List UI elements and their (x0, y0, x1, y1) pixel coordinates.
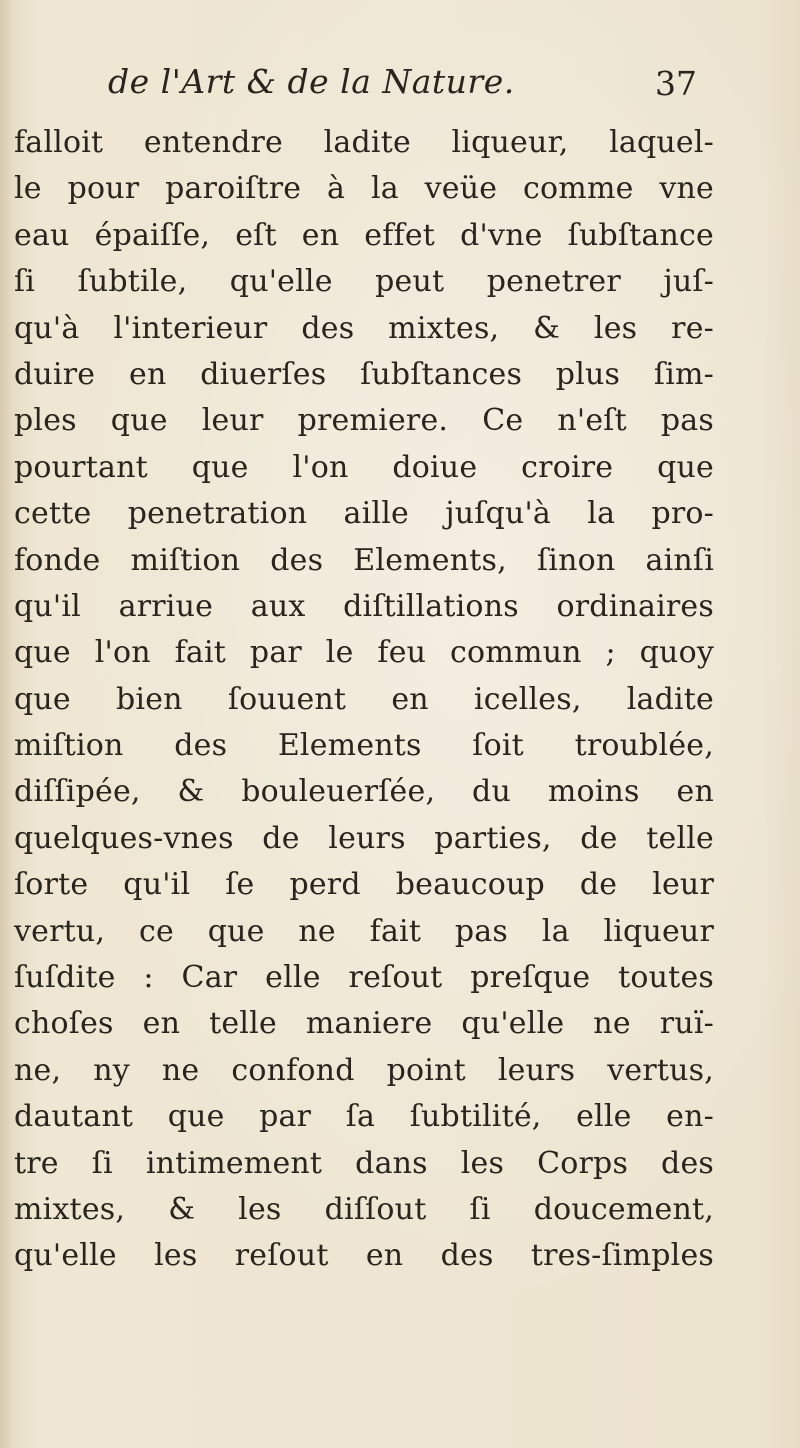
text-line: tre ſi intimement dans les Corps des (14, 1145, 714, 1181)
text-line: pourtant que l'on doiue croire que (14, 449, 714, 485)
text-line: eau épaiſſe, eſt en effet d'vne ſubſtance (14, 217, 714, 253)
text-line: dautant que par ſa ſubtilité, elle en- (14, 1099, 714, 1135)
text-line: choſes en telle maniere qu'elle ne ruï- (14, 1006, 714, 1042)
text-line: miſtion des Elements ſoit troublée, (14, 728, 714, 764)
text-line: mixtes, & les diſſout ſi doucement, (14, 1191, 714, 1227)
text-line: cette penetration aille juſqu'à la pro- (14, 496, 714, 532)
text-line: le pour paroiſtre à la veüe comme vne (14, 171, 714, 207)
text-line: ſuſdite : Car elle reſout preſque toutes (14, 960, 714, 996)
text-line: ſorte qu'il ſe perd beaucoup de leur (14, 867, 714, 903)
text-line: qu'il arriue aux diſtillations ordinaires (14, 588, 714, 624)
text-line: ne, ny ne confond point leurs vertus, (14, 1052, 714, 1088)
running-head: de l'Art & de la Nature. (108, 62, 515, 101)
text-line: qu'à l'interieur des mixtes, & les re- (14, 310, 714, 346)
text-line: ples que leur premiere. Ce n'eſt pas (14, 403, 714, 439)
text-line: duire en diuerſes ſubſtances plus ſim- (14, 356, 714, 392)
text-line: falloit entendre ladite liqueur, laquel- (14, 125, 714, 160)
page-number: 37 (655, 64, 697, 103)
text-line: qu'elle les reſout en des tres-ſimples (14, 1238, 714, 1274)
text-line: que bien ſouuent en icelles, ladite (14, 681, 714, 717)
text-line: fonde miſtion des Elements, ſinon ainſi (14, 542, 714, 578)
text-line: quelques-vnes de leurs parties, de telle (14, 820, 714, 856)
page-header (0, 62, 800, 112)
body-text (14, 120, 714, 1280)
text-line: ſi ſubtile, qu'elle peut penetrer juſ- (14, 264, 714, 300)
text-line: que l'on fait par le feu commun ; quoy (14, 635, 714, 671)
text-line: diſſipée, & bouleuerſée, du moins en (14, 774, 714, 810)
page-gutter-edge (0, 0, 14, 1448)
text-line: vertu, ce que ne fait pas la liqueur (14, 913, 714, 949)
